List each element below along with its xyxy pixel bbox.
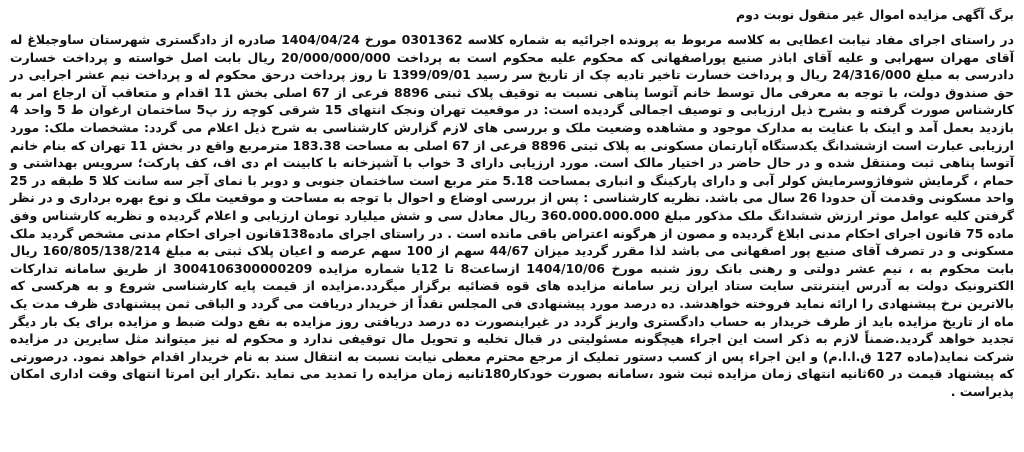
notice-body-text: در راستای اجرای مفاد نیابت اعطایی به کلاسه مربوط به پرونده اجرائیه به شماره کلاسه 0301362 مورخ 1404/04/24 صادره از دادگستری شهرستان ساوجبلاغ له آقای مهران سهرابی و علیه آقای اباذر صنیع پوراصفهانی که محکوم علیه محکوم است به پرداخت 20/000/000/000 ریال بابت اصل خواسته و پرداخت خسارت دادرسی به مبلغ 24/316/000 ریال و پرداخت خسارت تاخیر تادیه چک از تاریخ سر رسید 1399/09/01 تا روز پرداخت درحق محکوم له و پرداخت نیم عشر اجرایی در حق صندوق دولت، با توجه به معرفی مال توسط خانم آتوسا پناهی نسبت به توقیف پلاک ثبتی 8896 فرعی از 67 اصلی بخش 11 اقدام و متعاقب آن ارجاع امر به کارشناس صورت گرفته و بشرح ذیل ارزیابی و توصیف اجمالی گردیده است: در موقعیت تهران ونجک انتهای 15 شرقی کوچه رز پ5 ساختمان ارغوان ط 5 واحد 4 بازدید بعمل آمد و اینک با عنایت به مدارک موجود و مشاهده وضعیت ملک و بررسی های لازم گزارش کارشناسی به شرح ذیل اعلام می گردد: مشخصات ملک: مورد ارزیابی عبارت است ازششدانگ یکدستگاه آپارتمان مسکونی به پلاک ثبتی 8896 فرعی از 67 اصلی به مساحت 183.38 مترمربع واقع در بخش 11 تهران که بنام خانم آتوسا پناهی ثبت ومنتقل شده و در حال حاضر در اختیار مالک است. مورد ارزیابی دارای 3 خواب با آشپزخانه با کابینت ام دی اف، کف پارکت؛ سرویس بهداشتی و حمام ، گرمایش شوفاژوسرمایش کولر آبی و دارای پارکینگ و انباری بمساحت 5.18 متر مربع است ساختمان جنوبی و دوبر با نمای آجر سه سانت کلا 5 طبقه در 25 واحد مسکونی وقدمت آن حدودا 26 سال می باشد. نظریه کارشناسی : پس از بررسی اوضاع و احوال با توجه به مساحت و موقعیت ملک و نوع بهره برداری و در نظر گرفتن کلیه عوامل موثر ارزش ششدانگ ملک مذکور مبلغ 360.000.000.000 ریال معادل سی و شش میلیارد تومان ارزیابی و اعلام گردیده و نظریه کارشناس وفق ماده 75 قانون اجرای احکام مدنی ابلاغ گردیده و مصون از هرگونه اعتراض باقی مانده است . در راستای اجرای ماده138قانون اجرای احکام مدنی مشخص گردید ملک مسکونی و در تصرف آقای صنیع پور اصفهانی می باشد لذا مقرر گردید میزان 44/67 سهم از 100 سهم عرصه و اعیان پلاک ثبتی به مبلغ 160/805/138/214 ریال بابت محکوم به ، نیم عشر دولتی و رهنی بانک روز شنبه مورخ 1404/10/06 ازساعت8 تا 12یا شماره مزایده 3004106300000209 از طریق سامانه تدارکات الکترونیک دولت به آدرس اینترنتی سایت ستاد ایران زیر سامانه مزایده های قوه قضائیه برگزار میگردد.مزایده از قیمت پایه کارشناسی شروع و به هرکسی که بالاترین نرخ پیشنهادی را ارائه نماید فروخته خواهدشد. ده درصد مورد پیشنهادی فی المجلس نقداً از خریدار دریافت می گردد و الباقی ثمن پیشنهادی ظرف مدت یک ماه از تاریخ مزایده باید از طرف خریدار به حساب دادگستری واریز گردد در غیراینصورت ده درصد دریافتی روز مزایده به نفع دولت ضبط و مزایده برای یک بار دیگر تجدید خواهد گردید.ضمناً لازم به ذکر است این اجراء هیچگونه مسئولیتی در قبال تخلیه و تحویل مال توقیفی ندارد و محکوم له نیز میتواند مثل سایرین در مزایده شرکت نماید(ماده 127 ق.ا.ا.م) و این اجراء پس از کسب دستور تملیک از مرجع محترم معطی نیابت نسبت به انتقال سند به نام خریدار اقدام خواهد نمود. درصورتی که پیشنهاد قیمت در 60ثانیه انتهای زمان مزایده ثبت شود ،سامانه بصورت خودکار180ثانیه زمان مزایده را تمدید می نماید .تکرار این امرتا انتهای وقت اداری امکان پذیراست . — [10, 32, 1015, 399]
notice-title: برگ آگهی مزایده اموال غیر منقول نوبت دوم — [735, 7, 1014, 22]
